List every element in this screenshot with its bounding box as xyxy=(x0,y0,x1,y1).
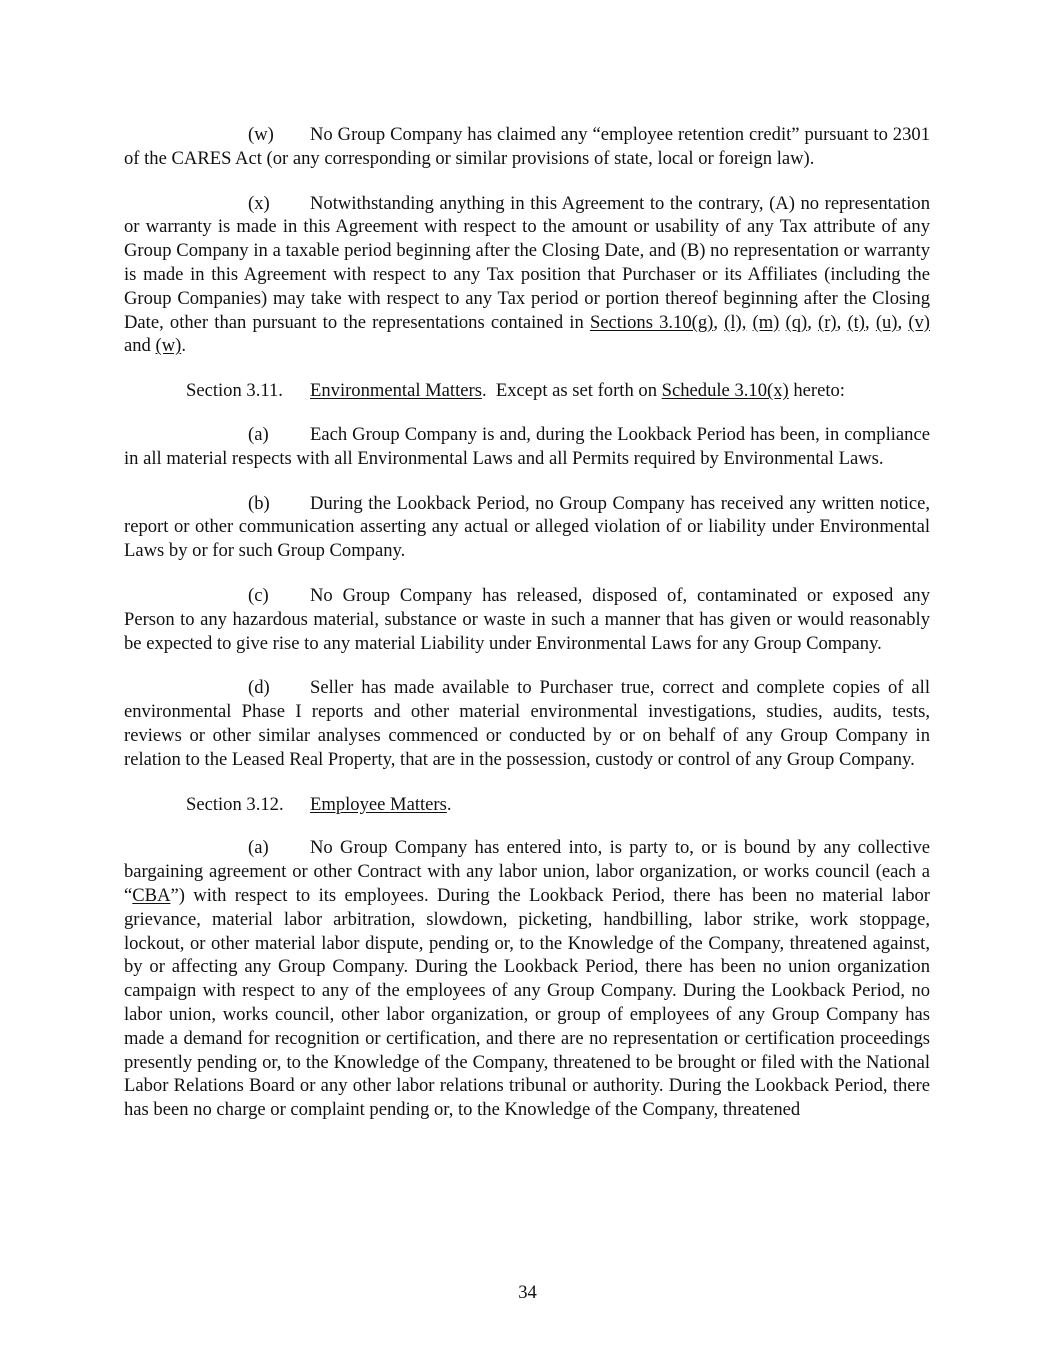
paragraph-x: (x) Notwithstanding anything in this Agreement to the contrary, (A) no representation or warranty is made in this Agreement with respect to the amount or usability of any Tax attribute of any Group Company in a taxable period beginning after the Closing Date, and (B) no representation or warranty is made in this Agreement with respect to any Tax position that Purchaser or its Affiliates (including the Group Companies) may take with respect to any Tax period or portion thereof beginning after the Closing Date, other than pursuant to the representations contained in Sections 3.10(g), (l), (m) (q), (r), (t), (u), (v) and (w). xyxy=(124,192,930,357)
paragraph-text: During the Lookback Period, no Group Company has received any written notice, report or other communication asserting any actual or alleged violation of or liability under Environmental Laws by or for such Group Company. xyxy=(124,492,930,562)
paragraph-text: No Group Company has released, disposed of, contaminated or exposed any Person to any hazardous material, substance or waste in such a manner that has given or would reasonably be expected to give rise to any material Liability under Environmental Laws for any Group Company. xyxy=(124,584,930,654)
paragraph-text: Notwithstanding anything in this Agreement to the contrary, (A) no representation or warranty is made in this Agreement with respect to the amount or usability of any Tax attribute of any Group Company in a taxable period beginning after the Closing Date, and (B) no representation or warranty is made in this Agreement with respect to any Tax position that Purchaser or its Affiliates (including the Group Companies) may take with respect to any Tax period or portion thereof beginning after the Closing Date, other than pursuant to the representations contained in xyxy=(124,192,930,333)
paragraph-w xyxy=(124,123,930,171)
section-number: Section 3.12. xyxy=(186,793,284,815)
section-reference: (m) xyxy=(752,311,780,333)
paragraph-label: (a) xyxy=(248,423,269,445)
paragraph-text: ”) with respect to its employees. During the Lookback Period, there has been no material labor grievance, material labor arbitration, slowdown, picketing, handbilling, labor strike, work stoppage, lockout, or other material labor dispute, pending or, to the Knowledge of the Company, threatened against, by or affecting any Group Company. During the Lookback Period, there has been no union organization campaign with respect to any of the employees of any Group Company. During the Lookback Period, no labor union, works council, other labor organization, or group of employees of any Group Company has made a demand for recognition or certification, and there are no representation or certification proceedings presently pending or, to the Knowledge of the Company, threatened to be brought or filed with the National Labor Relations Board or any other labor relations tribunal or authority. During the Lookback Period, there has been no charge or complaint pending or, to the Knowledge of the Company, threatened xyxy=(124,884,930,1121)
section-title: Environmental Matters xyxy=(310,380,482,402)
section-3-11-heading: Section 3.11. Environmental Matters. Except as set forth on Schedule 3.10(x) hereto: xyxy=(186,380,845,402)
section-reference: (v) xyxy=(908,311,930,333)
paragraph-text: Each Group Company is and, during the Lookback Period has been, in compliance in all material respects with all Environmental Laws and all Permits required by Environmental Laws. xyxy=(124,423,930,469)
section-reference: (w) xyxy=(155,335,182,357)
page-number: 34 xyxy=(518,1282,537,1303)
section-reference: (r) xyxy=(818,311,837,333)
paragraph-label: (c) xyxy=(248,584,269,606)
section-reference: (t) xyxy=(847,311,865,333)
paragraph-3-11-a xyxy=(124,423,930,471)
paragraph-3-11-b xyxy=(124,492,930,563)
paragraph-text: No Group Company has entered into, is party to, or is bound by any collective bargaining agreement or other Contract with any labor union, labor organization, or works council (each a “ xyxy=(124,837,930,906)
paragraph-text: Seller has made available to Purchaser true, correct and complete copies of all environmental Phase I reports and other material environmental investigations, studies, audits, tests, reviews or other similar analyses commenced or conducted by or on behalf of any Group Company in relation to the Leased Real Property, that are in the possession, custody or control of any Group Company. xyxy=(124,677,930,770)
section-number: Section 3.11. xyxy=(186,380,283,402)
paragraph-label: (w) xyxy=(248,124,274,145)
paragraph-3-11-d xyxy=(124,676,930,771)
paragraph-label: (a) xyxy=(248,837,269,859)
paragraph-label: (d) xyxy=(248,677,270,699)
section-title: Employee Matters xyxy=(310,793,447,815)
section-reference: (u) xyxy=(875,311,898,333)
paragraph-3-12-a xyxy=(124,836,930,1122)
section-reference: (q) xyxy=(785,311,808,333)
paragraph-3-11-c xyxy=(124,584,930,655)
section-3-12-heading: Section 3.12. Employee Matters. xyxy=(186,793,452,815)
schedule-reference: Schedule 3.10(x) xyxy=(661,380,789,402)
paragraph-label: (x) xyxy=(248,192,270,214)
paragraph-text: No Group Company has claimed any “employee retention credit” pursuant to 2301 of the CARES Act (or any corresponding or similar provisions of state, local or foreign law). xyxy=(124,124,930,169)
document-page xyxy=(124,123,930,1143)
section-reference: (l), xyxy=(724,311,747,333)
defined-term: CBA xyxy=(132,884,171,906)
section-reference: Sections 3.10(g) xyxy=(589,311,714,333)
paragraph-label: (b) xyxy=(248,492,270,514)
